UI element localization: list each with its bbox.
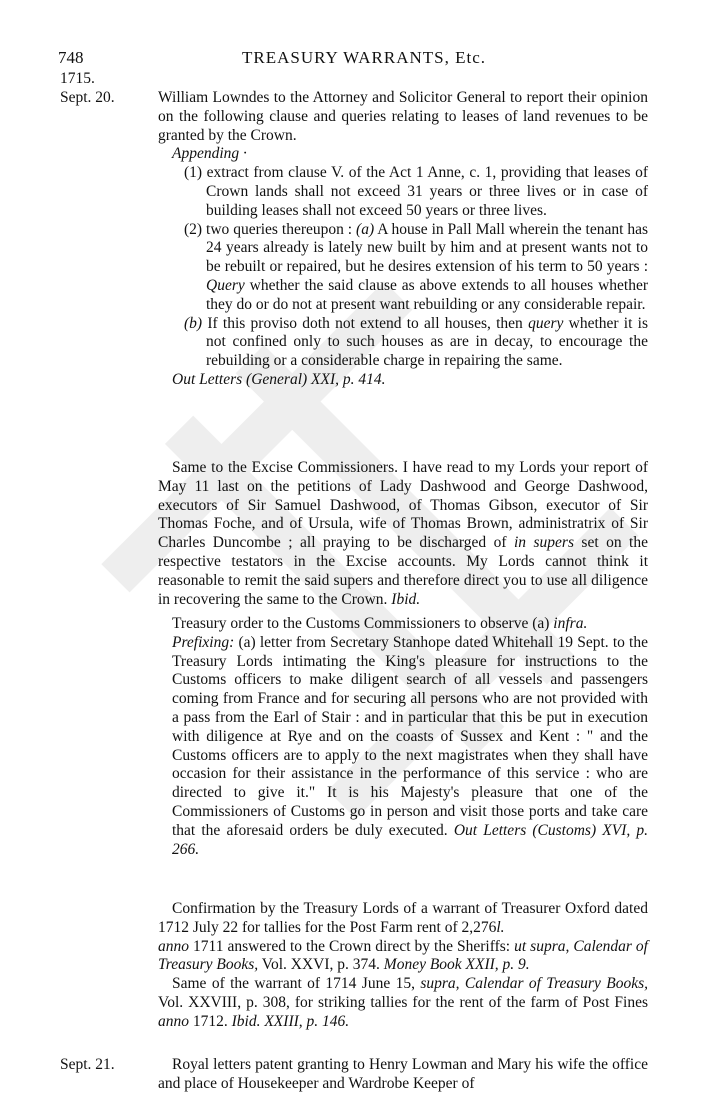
margin-date-sept-21: Sept. 21.: [60, 1056, 115, 1073]
source-reference: Ibid. XXIII, p. 146.: [231, 1012, 350, 1030]
entry-lead: William Lowndes to the Attorney and Solicitor General to report their opinion on the following clause and queries relating to leases of land revenues to be granted by the Crown.: [158, 89, 648, 144]
entry-letters-patent: Royal letters patent granting to Henry Lowman and Mary his wife the office and place of Housekeeper and Wardrobe Keeper of: [158, 1056, 648, 1092]
source-reference: Out Letters (General) XXI, p. 414.: [172, 370, 386, 388]
appending-label: Appending ·: [172, 145, 247, 163]
source-reference: Ibid.: [391, 590, 421, 608]
page-number: 748: [58, 48, 84, 67]
appending-item-1: (1) extract from clause V. of the Act 1 Anne, c. 1, providing that leases of Crown lands shall not exceed 31 years or three lives or in case of building leases shall not exceed 50 years or three lives.: [184, 164, 648, 219]
margin-date-sept-20: Sept. 20.: [60, 89, 115, 106]
entry-excise-commissioners: Same to the Excise Commissioners. I have read to my Lords your report of May 11 last on the petitions of Lady Dashwood and George Dashwood, executors of Sir Samuel Dashwood, of Thomas Gibson, executor of Sir Thomas Foche, and of Ursula, wife of Thomas Brown, administratrix of Sir Charles Duncombe ; all praying to be discharged of in supers set on the respective testators in the Excise accounts. My Lords cannot think it reasonable to remit the said supers and therefore direct you to use all diligence in recovering the same to the Crown. Ibid.: [158, 459, 648, 608]
entry-confirmation-oxford: Confirmation by the Treasury Lords of a warrant of Treasurer Oxford dated 1712 July 22 for tallies for the Post Farm rent of 2,276l. anno 1711 answered to the Crown direct by the Sheriffs: ut supra, Calendar of Treasury Books, Vol. XXVI, p. 374. Money Book XXII, p. 9.: [158, 900, 648, 974]
source-reference: Money Book XXII, p. 9.: [383, 956, 530, 974]
appending-item-3: (b) If this proviso doth not extend to all houses, then query whether it is not confined only to such houses as are in decay, to encourage the rebuilding or a considerable charge in repairing the same.: [184, 314, 649, 370]
entry-post-fines: Same of the warrant of 1714 June 15, supra, Calendar of Treasury Books, Vol. XXVIII, p. 308, for striking tallies for the rent of the farm of Post Fines anno 1712. Ibid. XXIII, p. 146.: [158, 975, 648, 1030]
entry-customs-order: Treasury order to the Customs Commissioners to observe (a) infra. Prefixing: (a) letter from Secretary Stanhope dated Whitehall 19 Sept. to the Treasury Lords intimating the King's pleasure for instructions to the Customs officers to make diligent search of all vessels and passengers coming from France and for securing all persons who are not provided with a pass from the Earl of Stair : and in particular that this be put in execution with diligence at Rye and on the coasts of Sussex and Kent : " and the Customs officers are to apply to the next magistrates when they shall have occasion for their assistance in the performance of this service : who are directed to give it." It is his Majesty's pleasure that one of the Commissioners of Customs go in person and visit those ports and take care that the aforesaid orders be duly executed. Out Letters (Customs) XVI, p. 266.: [172, 615, 648, 858]
source-reference: Out Letters (Customs) XVI, p. 266.: [172, 821, 648, 858]
entry-lowndes-attorney: [158, 89, 648, 390]
appending-item-2: (2) two queries thereupon : (a) A house in Pall Mall wherein the tenant has 24 years already is lately new built by him and at present wants not to be rebuilt or repaired, but he desires extension of his term to 50 years : Query whether the said clause as above extends to all houses whether they do or do not at present want rebuilding or any considerable repair.: [184, 220, 649, 313]
running-title: TREASURY WARRANTS, Etc.: [241, 48, 487, 67]
margin-year: 1715.: [60, 70, 95, 87]
